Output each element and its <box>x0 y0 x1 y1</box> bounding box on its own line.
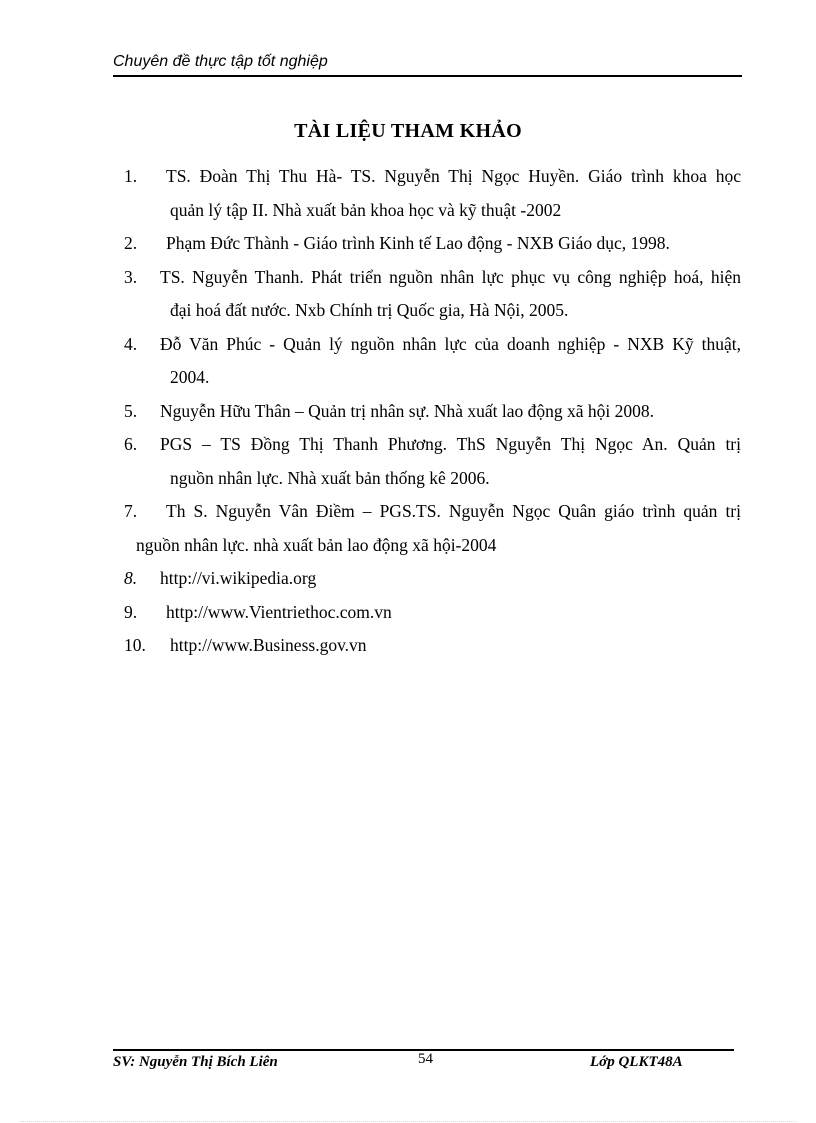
reference-list <box>124 160 741 663</box>
reference-item <box>124 261 741 328</box>
reference-link: http://www.Vientriethoc.com.vn <box>166 601 392 622</box>
reference-item <box>124 629 741 663</box>
reference-link: http://vi.wikipedia.org <box>160 568 317 588</box>
reference-item <box>124 596 741 630</box>
reference-number: 4. <box>124 333 138 354</box>
page-bottom-border <box>20 1121 796 1122</box>
footer-student-name: SV: Nguyễn Thị Bích Liên <box>113 1054 278 1070</box>
reference-item <box>124 160 741 227</box>
reference-text: TS. Đoàn Thị Thu Hà- TS. Nguyễn Thị Ngọc Huyền. Giáo trình khoa học <box>166 166 741 186</box>
reference-link: http://www.Business.gov.vn <box>170 635 367 655</box>
reference-text: TS. Nguyễn Thanh. Phát triển nguồn nhân lực phục vụ công nghiệp hoá, hiện <box>160 266 741 287</box>
reference-number: 5. <box>124 400 138 421</box>
reference-number: 1. <box>124 166 138 186</box>
reference-text: Nguyễn Hữu Thân – Quản trị nhân sự. Nhà xuất lao động xã hội 2008. <box>160 400 654 421</box>
page-number: 54 <box>418 1051 433 1067</box>
reference-text: Đỗ Văn Phúc - Quản lý nguồn nhân lực của doanh nghiệp - NXB Kỹ thuật, <box>160 333 741 354</box>
header-rule <box>113 75 742 77</box>
page-title: TÀI LIỆU THAM KHẢO <box>294 120 522 142</box>
running-header: Chuyên đề thực tập tốt nghiệp <box>113 53 328 70</box>
reference-text-cont: đại hoá đất nước. Nxb Chính trị Quốc gia, Hà Nội, 2005. <box>170 300 569 320</box>
reference-text-cont: nguồn nhân lực. nhà xuất bản lao động xã hội-2004 <box>136 534 497 555</box>
reference-number: 8. <box>124 568 138 588</box>
reference-number: 10. <box>124 635 146 655</box>
footer-class: Lớp QLKT48A <box>590 1054 683 1070</box>
reference-item <box>124 562 741 596</box>
reference-item <box>124 227 741 261</box>
reference-number: 3. <box>124 266 138 287</box>
reference-text-cont: nguồn nhân lực. Nhà xuất bản thống kê 2006. <box>170 467 490 488</box>
reference-item <box>124 395 741 429</box>
reference-number: 9. <box>124 601 138 622</box>
reference-text: PGS – TS Đồng Thị Thanh Phương. ThS Nguyễn Thị Ngọc An. Quản trị <box>160 434 741 454</box>
reference-text: Th S. Nguyễn Vân Điềm – PGS.TS. Nguyễn Ngọc Quân giáo trình quản trị <box>166 501 741 521</box>
reference-number: 6. <box>124 434 138 454</box>
reference-item <box>124 428 741 495</box>
reference-text: Phạm Đức Thành - Giáo trình Kinh tế Lao động - NXB Giáo dục, 1998. <box>166 233 670 253</box>
reference-text-cont: 2004. <box>170 367 210 387</box>
reference-item <box>124 328 741 395</box>
reference-number: 2. <box>124 233 138 253</box>
reference-item <box>124 495 741 562</box>
reference-text-cont: quản lý tập II. Nhà xuất bản khoa học và kỹ thuật -2002 <box>170 199 562 220</box>
reference-number: 7. <box>124 501 138 521</box>
